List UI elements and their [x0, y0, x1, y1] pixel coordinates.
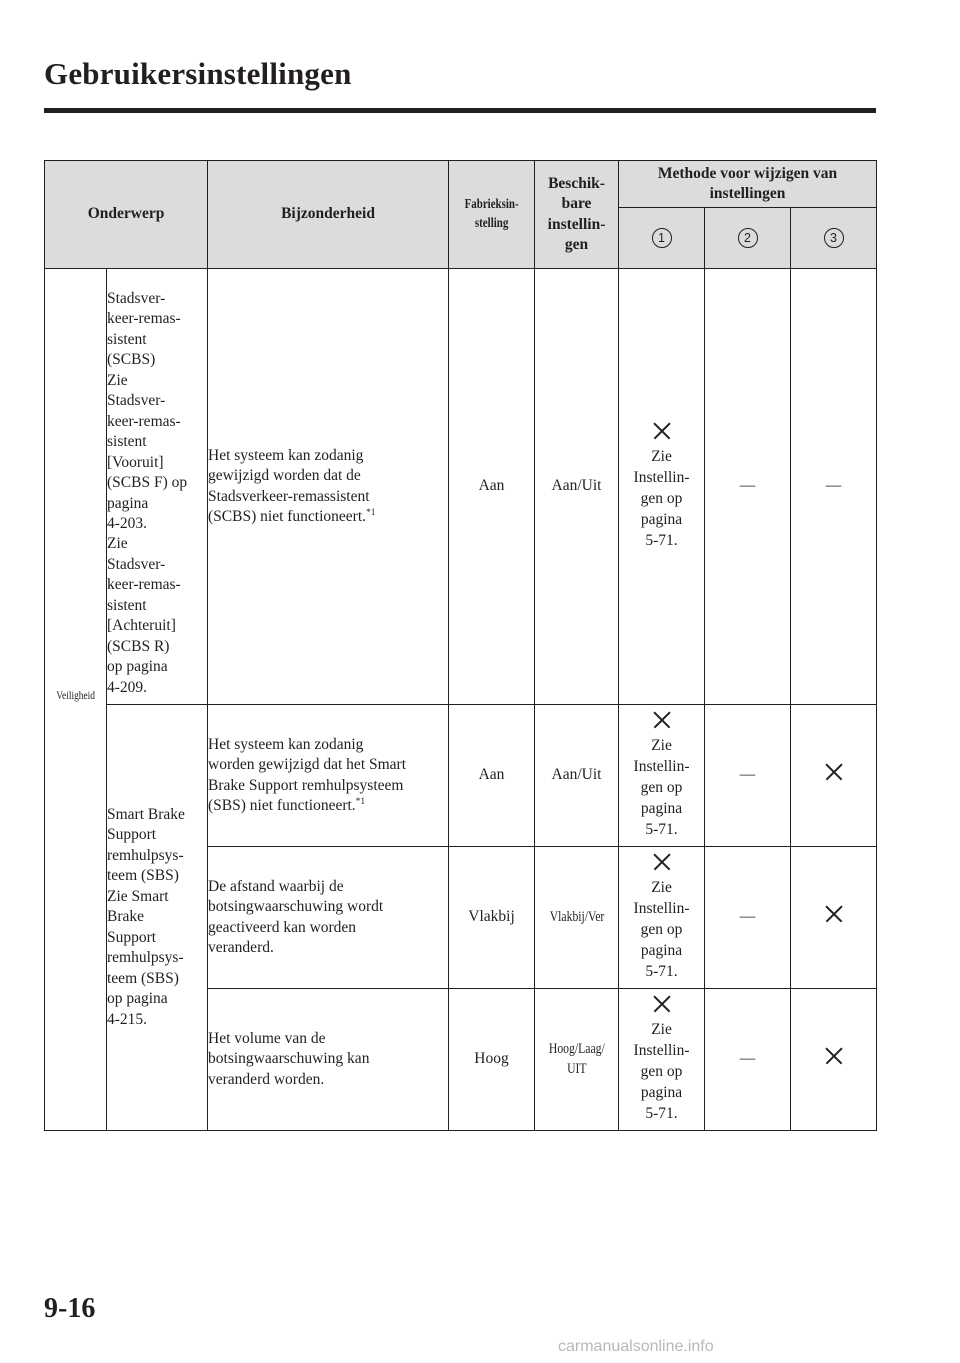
method3-value: — — [825, 477, 842, 495]
circled-number-1-icon: 1 — [652, 228, 672, 248]
circled-number-2-icon: 2 — [738, 228, 758, 248]
detail-cell — [208, 847, 449, 989]
title-rule — [44, 108, 876, 113]
header-row — [45, 161, 877, 208]
category-cell — [45, 269, 107, 1131]
cross-mark-icon — [653, 995, 671, 1013]
available-cell — [535, 989, 619, 1131]
method-col-2 — [705, 208, 791, 269]
method1-text: Zie Instellin- gen op pagina 5-71. — [633, 736, 690, 839]
subject-cell — [107, 269, 208, 705]
available-cell — [535, 847, 619, 989]
detail-text: Het systeem kan zodanig worden gewijzigd dat het Smart Brake Support remhulpsysteem (SBS) niet functioneert. — [208, 736, 407, 815]
method1-text: Zie Instellin- gen op pagina 5-71. — [633, 447, 690, 550]
subject-text: Smart Brake Support remhulpsys- teem (SBS) Zie Smart Brake Support remhulpsys- teem (SBS) op pagina 4-215. — [107, 806, 185, 1028]
detail-text: De afstand waarbij de botsingwaarschuwing wordt geactiveerd kan worden veranderd. — [208, 877, 384, 956]
available-cell: Aan/Uit — [535, 705, 619, 847]
detail-text: Het systeem kan zodanig gewijzigd worden dat de Stadsverkeer-remassistent (SCBS) niet functioneert. — [208, 446, 370, 525]
detail-cell — [208, 989, 449, 1131]
header-onderwerp: Onderwerp — [45, 161, 208, 269]
method3-cell — [791, 847, 877, 989]
method3-cell — [791, 269, 877, 705]
method1-cell — [619, 269, 705, 705]
method2-value: — — [739, 908, 756, 926]
method-col-3 — [791, 208, 877, 269]
footnote-ref: *1 — [366, 507, 376, 518]
header-fabrieksinstelling: Fabrieksin- stelling — [449, 161, 535, 269]
method1-text: Zie Instellin- gen op pagina 5-71. — [633, 1020, 690, 1123]
cross-mark-icon — [825, 763, 843, 781]
page-title: Gebruikersinstellingen — [44, 56, 352, 91]
subject-text: Stadsver- keer-remas- sistent (SCBS) Zie Stadsver- keer-remas- sistent [Vooruit] (SCBS F) op pagina 4-203. Zie Stadsver- keer-remas- sistent [Achteruit] (SCBS R) op pagina 4-209. — [107, 290, 188, 696]
method2-cell — [705, 847, 791, 989]
factory-cell: Hoog — [449, 989, 535, 1131]
method2-cell — [705, 705, 791, 847]
method2-cell — [705, 269, 791, 705]
header-bijzonderheid: Bijzonderheid — [208, 161, 449, 269]
detail-cell — [208, 269, 449, 705]
factory-cell: Aan — [449, 705, 535, 847]
circled-number-3-icon: 3 — [824, 228, 844, 248]
method1-text: Zie Instellin- gen op pagina 5-71. — [633, 878, 690, 981]
cross-mark-icon — [653, 853, 671, 871]
footnote-ref: *1 — [355, 797, 366, 808]
factory-cell: Aan — [449, 269, 535, 705]
method2-value: — — [739, 477, 756, 495]
method2-value: — — [739, 1050, 756, 1068]
method3-cell — [791, 989, 877, 1131]
factory-cell: Vlakbij — [449, 847, 535, 989]
method1-cell — [619, 705, 705, 847]
cross-mark-icon — [653, 711, 671, 729]
table-row — [45, 705, 877, 847]
page-number: 9-16 — [44, 1293, 96, 1324]
method-col-1 — [619, 208, 705, 269]
settings-table — [44, 160, 877, 1131]
method1-cell — [619, 989, 705, 1131]
method2-cell — [705, 989, 791, 1131]
watermark[interactable]: carmanualsonline.info — [558, 1338, 714, 1355]
available-value: Hoog/Laag/ UIT — [548, 1041, 605, 1078]
method1-cell — [619, 847, 705, 989]
cross-mark-icon — [653, 422, 671, 440]
method2-value: — — [739, 766, 756, 784]
cross-mark-icon — [825, 1047, 843, 1065]
category-label: Veiligheid — [56, 690, 95, 703]
table-row — [45, 269, 877, 705]
detail-cell — [208, 705, 449, 847]
subject-cell — [107, 705, 208, 1131]
available-cell: Aan/Uit — [535, 269, 619, 705]
header-beschikbaar: Beschik- bare instellin- gen — [535, 161, 619, 269]
header-methode: Methode voor wijzigen van instellingen — [619, 161, 877, 208]
detail-text: Het volume van de botsingwaarschuwing kan veranderd worden. — [208, 1029, 370, 1088]
method3-cell — [791, 705, 877, 847]
available-value: Vlakbij/Ver — [549, 909, 604, 926]
cross-mark-icon — [825, 905, 843, 923]
